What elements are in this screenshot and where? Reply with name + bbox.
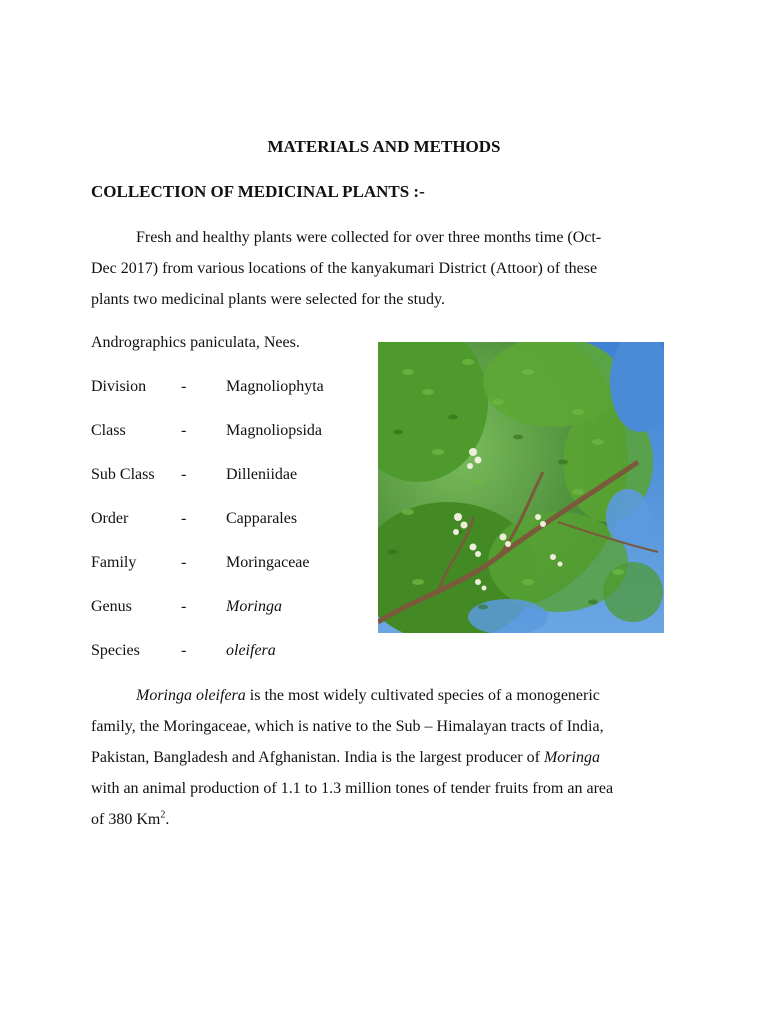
taxonomy-separator: - (181, 554, 187, 571)
taxonomy-separator: - (181, 598, 187, 615)
moringa-plant-photo (378, 342, 664, 633)
intro-line-2: Dec 2017) from various locations of the kanyakumari District (Attoor) of these (91, 260, 598, 277)
genus-name-italic: Moringa (543, 749, 600, 766)
plant-name: Andrographics paniculata, Nees. (91, 334, 300, 351)
taxonomy-value: oleifera (226, 642, 276, 659)
taxonomy-row-family (91, 553, 351, 573)
superscript: 2 (160, 809, 166, 821)
taxonomy-row-division (91, 377, 351, 397)
taxonomy-separator: - (181, 510, 187, 527)
description-line-5 (91, 804, 671, 835)
species-name-italic: Moringa oleifera (136, 687, 246, 704)
description-line-1 (91, 680, 671, 711)
taxonomy-value: Dilleniidae (226, 466, 298, 483)
taxonomy-row-class (91, 421, 351, 441)
description-line-3 (91, 742, 671, 773)
taxonomy-label: Order (91, 510, 129, 527)
taxonomy-row-subclass (91, 465, 351, 485)
intro-line-3: plants two medicinal plants were selected for the study. (91, 291, 445, 308)
moringa-tree-illustration (378, 342, 664, 633)
taxonomy-separator: - (181, 378, 187, 395)
taxonomy-separator: - (181, 422, 187, 439)
intro-paragraph (91, 222, 671, 315)
taxonomy-label: Family (91, 554, 137, 571)
taxonomy-label: Sub Class (91, 466, 155, 483)
description-text: Pakistan, Bangladesh and Afghanistan. India is the largest producer of (91, 749, 544, 766)
taxonomy-separator: - (181, 642, 187, 659)
taxonomy-label: Genus (91, 598, 132, 615)
description-line-4: with an animal production of 1.1 to 1.3 million tones of tender fruits from an area (91, 780, 614, 797)
description-text: of 380 Km (91, 811, 161, 828)
taxonomy-row-order (91, 509, 351, 529)
taxonomy-value: Moringaceae (226, 554, 310, 571)
taxonomy-row-species (91, 641, 351, 661)
taxonomy-value: Magnoliophyta (226, 378, 324, 395)
taxonomy-row-genus (91, 597, 351, 617)
taxonomy-label: Species (91, 642, 140, 659)
intro-line-1: Fresh and healthy plants were collected for over three months time (Oct- (136, 229, 602, 246)
taxonomy-label: Class (91, 422, 126, 439)
taxonomy-separator: - (181, 466, 187, 483)
page-title: MATERIALS AND METHODS (267, 137, 501, 156)
description-paragraph (91, 680, 671, 835)
section-heading: COLLECTION OF MEDICINAL PLANTS :- (91, 182, 425, 201)
description-text: . (165, 811, 170, 828)
taxonomy-value: Moringa (226, 598, 282, 615)
description-line-2: family, the Moringaceae, which is native to the Sub – Himalayan tracts of India, (91, 718, 604, 735)
taxonomy-label: Division (91, 378, 147, 395)
taxonomy-value: Magnoliopsida (226, 422, 322, 439)
description-text: is the most widely cultivated species of a monogeneric (245, 687, 600, 704)
taxonomy-value: Capparales (226, 510, 298, 527)
